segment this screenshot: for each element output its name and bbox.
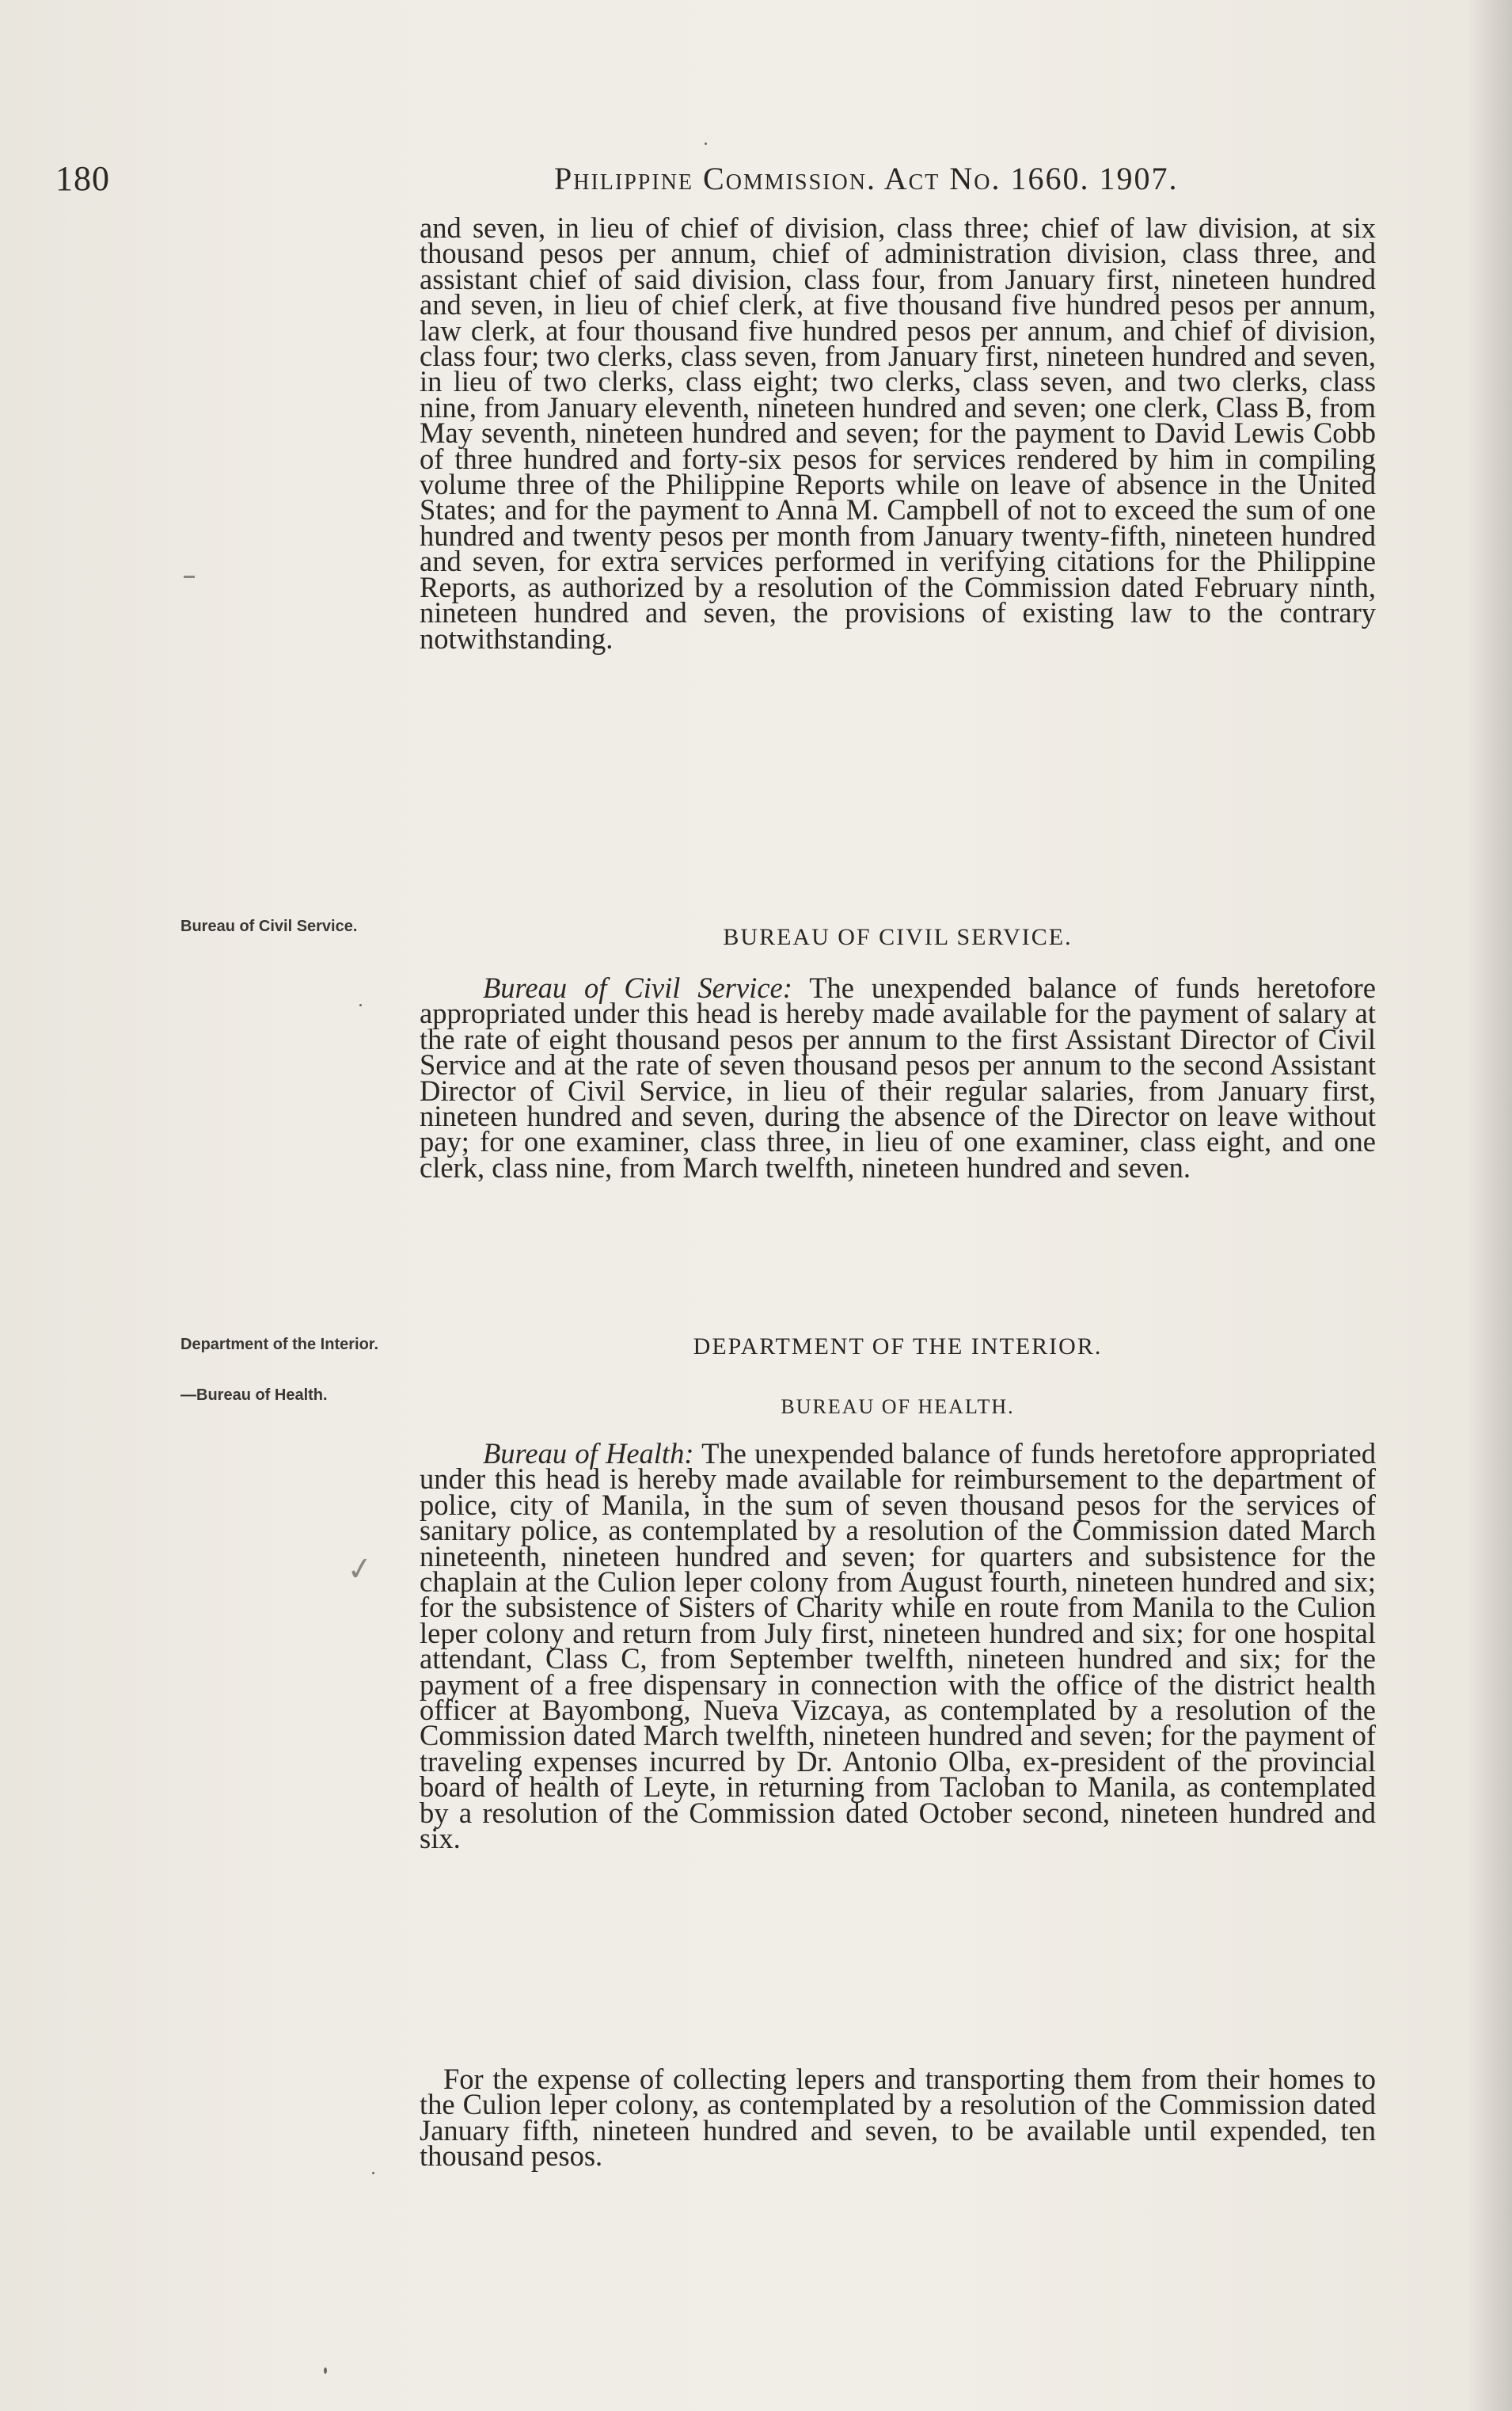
checkmark-annotation-icon: ✓ — [344, 1549, 376, 1589]
heading-bureau-of-civil-service: BUREAU OF CIVIL SERVICE. — [723, 924, 1073, 950]
running-head: Philippine Commission. Act No. 1660. 1907. — [554, 161, 1179, 196]
page-number: 180 — [55, 159, 110, 198]
health-lead: Bureau of Health: — [483, 1437, 694, 1470]
page-header — [55, 158, 1338, 206]
margin-note-health: —Bureau of Health. — [180, 1386, 328, 1404]
speck-mark — [705, 143, 707, 145]
speck-mark — [372, 2172, 374, 2174]
margin-note-interior: Department of the Interior. — [180, 1336, 379, 1353]
civil-service-lead: Bureau of Civil Service: — [483, 972, 792, 1004]
margin-note-civil-service: Bureau of Civil Service. — [180, 918, 358, 935]
continued-paragraph: and seven, in lieu of chief of division, class three; chief of law division, at six thousand pesos per annum, chief of administration division, class three, and assistant chief of said division, class four, from January first, nineteen hundred and seven, in lieu of chief clerk, at five thousand five hundred pesos per annum, law clerk, at four thousand five hundred pesos per annum, and chief of division, class four; two clerks, class seven, from January first, nineteen hundred and seven, in lieu of two clerks, class eight; two clerks, class seven, and two clerks, class nine, from January eleventh, nineteen hundred and seven; one clerk, Class B, from May seventh, nineteen hundred and seven; for the payment to David Lewis Cobb of three hundred and forty-six pesos for services rendered by him in compiling volume three of the Philippine Reports while on leave of absence in the United States; and for the payment to Anna M. Campbell of not to exceed the sum of one hundred and twenty pesos per month from January twenty-fifth, nineteen hundred and seven, for extra services performed in verifying citations for the Philippine Reports, as authorized by a resolution of the Commission dated February ninth, nineteen hundred and seven, the provisions of existing law to the contrary notwithstanding. — [420, 211, 1376, 655]
speck-mark — [359, 1004, 362, 1006]
civil-service-body: The unexpended balance of funds heretofore appropriated under this head is hereby made available for the payment of salary at the rate of eight thousand pesos per annum to the first Assistant Director of Civil Service and at the rate of seven thousand pesos per annum to the second Assistant Director of Civil Service, in lieu of their regular salaries, from January first, nineteen hundred and seven, during the absence of the Director on leave without pay; for one examiner, class three, in lieu of one examiner, class eight, and one clerk, class nine, from March twelfth, nineteen hundred and seven. — [420, 972, 1376, 1184]
heading-bureau-of-health: BUREAU OF HEALTH. — [781, 1395, 1015, 1418]
speck-mark — [324, 2367, 327, 2374]
heading-department-of-the-interior: DEPARTMENT OF THE INTERIOR. — [693, 1333, 1103, 1360]
civil-service-paragraph — [420, 972, 1376, 1184]
lepers-paragraph: For the expense of collecting lepers and transporting them from their homes to the Culion leper colony, as contemplated by a resolution of the Commission dated January fifth, nineteen hundred and seven, to be available until expended, ten thousand pesos. — [420, 2063, 1376, 2173]
margin-dash-mark — [184, 576, 195, 578]
health-paragraph — [420, 1437, 1377, 1855]
health-body: The unexpended balance of funds heretofore appropriated under this head is hereby made available for reimbursement to the department of police, city of Manila, in the sum of seven thousand pesos for the services of sanitary police, as contemplated by a resolution of the Commission dated March nineteenth, nineteen hundred and seven; for quarters and subsistence for the chaplain at the Culion leper colony from August fourth, nineteen hundred and six; for the subsistence of Sisters of Charity while en route from Manila to the Culion leper colony and return from July first, nineteen hundred and six; for one hospital attendant, Class C, from September twelfth, nineteen hundred and six; for the payment of a free dispensary in connection with the office of the district health officer at Bayombong, Nueva Vizcaya, as contemplated by a resolution of the Commission dated March twelfth, nineteen hundred and seven; for the payment of traveling expenses incurred by Dr. Antonio Olba, ex-president of the provincial board of health of Leyte, in returning from Tacloban to Manila, as contemplated by a resolution of the Commission dated October second, nineteen hundred and six. — [420, 1437, 1377, 1855]
